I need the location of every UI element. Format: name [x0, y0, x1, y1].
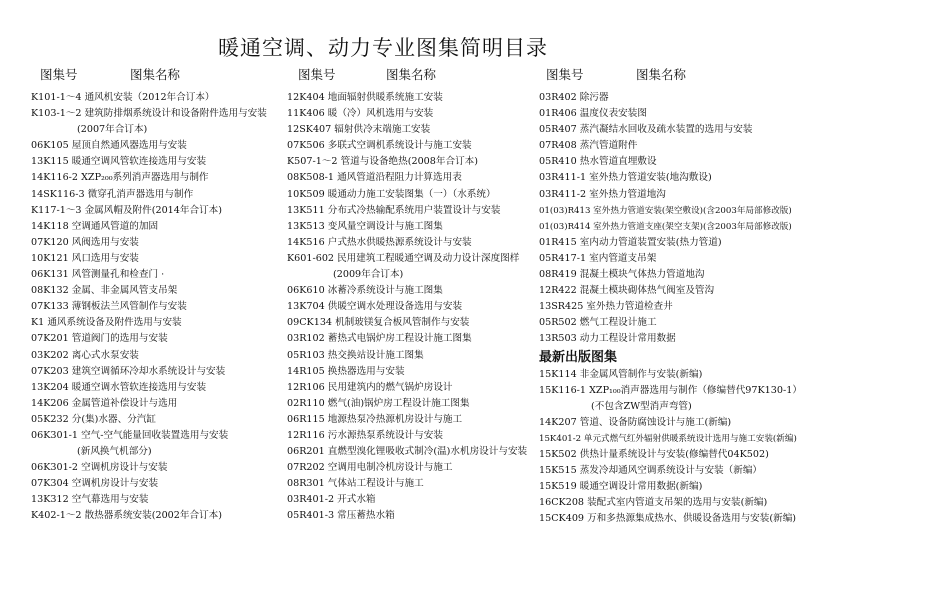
catalog-entry: 14K116-2 XZP₂₀₀系列消声器选用与制作 — [31, 172, 209, 184]
catalog-entry: 12K404 地面辐射供暖系统施工安装 — [287, 92, 443, 103]
catalog-entry: 07K133 薄钢板法兰风管制作与安装 — [31, 301, 187, 313]
catalog-entry: 12R422 混凝土模块砌体热气阀室及管沟 — [539, 285, 715, 297]
catalog-entry: 08R419 混凝土模块气体热力管道地沟 — [539, 269, 705, 281]
catalog-entry: 07K120 风阀选用与安装 — [31, 236, 139, 248]
catalog-entry: K402-1～2 散热器系统安装(2002年合订本) — [31, 510, 223, 522]
catalog-column-2 — [287, 90, 527, 525]
catalog-entry: 06K610 冰蓄冷系统设计与施工图集 — [287, 285, 443, 297]
catalog-entry: 14K206 金属管道补偿设计与选用 — [31, 397, 178, 409]
catalog-entry: K117-1～3 金属风帽及附件(2014年合订本) — [31, 204, 223, 216]
catalog-entry: 13R503 动力工程设计常用数据 — [539, 333, 676, 345]
catalog-entry: K103-1～2 建筑防排烟系统设计和设备附件选用与安装 — [31, 108, 267, 120]
catalog-column-1 — [31, 90, 267, 525]
catalog-entry: K507-1～2 管道与设备绝热(2008年合订本) — [287, 156, 479, 168]
catalog-entry: 07K304 空调机房设计与安装 — [31, 478, 159, 490]
catalog-entry: 03R401-2 开式水箱 — [287, 494, 376, 506]
catalog-entry: 01(03)R414 室外热力管道支座(架空支架)(含2003年局部修改版) — [539, 221, 792, 232]
catalog-entry: 15K114 非金属风管制作与安装(新编) — [539, 368, 703, 380]
page-title: 暖通空调、动力专业图集简明目录 — [218, 36, 548, 60]
catalog-entry: 07R408 蒸汽管道附件 — [539, 140, 638, 152]
catalog-entry: 14SK116-3 微穿孔消声器选用与制作 — [31, 188, 194, 200]
catalog-entry: 02R110 燃气(油)锅炉房工程设计施工图集 — [287, 397, 470, 409]
catalog-entry: 15K519 暖通空调设计常用数据(新编) — [539, 481, 703, 493]
catalog-entry: 12R116 污水源热泵系统设计与安装 — [287, 429, 443, 441]
header-name: 图集名称 — [130, 67, 181, 82]
catalog-entry: (2007年合订本) — [77, 124, 148, 136]
catalog-entry: 15K401-2 单元式燃气红外辐射供暖系统设计选用与施工安装(新编) — [539, 433, 797, 444]
catalog-entry: 08K132 金属、非金属风管支吊架 — [31, 285, 178, 297]
catalog-entry: 06R201 直燃型溴化锂吸收式制冷(温)水机房设计与安装 — [287, 446, 528, 458]
header-name: 图集名称 — [386, 67, 437, 82]
catalog-entry: 03K202 离心式水泵安装 — [31, 349, 139, 361]
catalog-entry: (新风换气机部分) — [77, 446, 152, 458]
catalog-entry: 07K203 建筑空调循环冷却水系统设计与安装 — [31, 365, 226, 377]
catalog-entry: 11K406 暖（冷）风机选用与安装 — [287, 108, 434, 120]
catalog-entry: 07K506 多联式空调机系统设计与施工安装 — [287, 140, 472, 152]
catalog-entry: (2009年合订本) — [333, 269, 404, 281]
catalog-entry: 07R202 空调用电制冷机房设计与施工 — [287, 462, 453, 474]
catalog-entry: K101-1～4 通风机安装（2012年合订本） — [31, 92, 215, 103]
catalog-entry: K601-602 民用建筑工程暖通空调及动力设计深度图样 — [287, 252, 520, 264]
catalog-entry: 05R407 蒸汽凝结水回收及疏水装置的选用与安装 — [539, 124, 753, 136]
header-name: 图集名称 — [636, 67, 687, 82]
catalog-entry: 03R102 蓄热式电锅炉房工程设计施工图集 — [287, 333, 472, 345]
catalog-entry: 14K516 户式热水供暖热源系统设计与安装 — [287, 236, 472, 248]
catalog-entry: 13K204 暖通空调水管软连接选用与安装 — [31, 381, 207, 393]
header-code: 图集号 — [40, 67, 78, 82]
catalog-entry: 13K511 分布式冷热输配系统用户装置设计与安装 — [287, 204, 501, 216]
catalog-entry: 03R411-1 室外热力管道安装(地沟敷设) — [539, 172, 712, 184]
catalog-entry: 07K201 管道阀门的选用与安装 — [31, 333, 168, 345]
catalog-entry: 13K312 空气幕选用与安装 — [31, 494, 149, 506]
catalog-entry: 05R401-3 常压蓄热水箱 — [287, 510, 395, 522]
catalog-column-3 — [539, 90, 802, 527]
catalog-entry: 13K704 供暖空调水处理设备选用与安装 — [287, 301, 463, 313]
catalog-entry: 05R417-1 室内管道支吊架 — [539, 252, 657, 264]
catalog-entry: 05R502 燃气工程设计施工 — [539, 317, 657, 329]
catalog-entry: 10K121 风口选用与安装 — [31, 252, 139, 264]
section-title-new-publications: 最新出版图集 — [539, 349, 618, 365]
header-code: 图集号 — [298, 67, 336, 82]
catalog-entry: 10K509 暖通动力施工安装图集（一）（水系统） — [287, 188, 496, 200]
catalog-entry: 06K301-1 空气-空气能量回收装置选用与安装 — [31, 429, 229, 441]
catalog-entry: 08K508-1 通风管道沿程阻力计算选用表 — [287, 172, 462, 184]
catalog-entry: 08R301 气体站工程设计与施工 — [287, 478, 424, 490]
catalog-entry: 13K513 变风量空调设计与施工图集 — [287, 220, 443, 232]
catalog-entry: 05K232 分(集)水器、分汽缸 — [31, 413, 156, 425]
catalog-entry: 09CK134 机制玻镁复合板风管制作与安装 — [287, 317, 470, 329]
catalog-entry: 06K105 屋顶自然通风器选用与安装 — [31, 140, 187, 152]
catalog-entry: 12R106 民用建筑内的燃气锅炉房设计 — [287, 381, 453, 393]
catalog-entry: 03R402 除污器 — [539, 92, 609, 103]
catalog-entry: 01R415 室内动力管道装置安装(热力管道) — [539, 236, 722, 248]
catalog-entry: 14K118 空调通风管道的加固 — [31, 220, 159, 232]
catalog-entry: 15CK409 万和多热源集成热水、供暖设备选用与安装(新编) — [539, 513, 797, 525]
catalog-entry: (不包含ZW型消声弯管) — [591, 400, 692, 412]
catalog-entry: 01(03)R413 室外热力管道安装(架空敷设)(含2003年局部修改版) — [539, 205, 792, 216]
catalog-entry: 05R410 热水管道直埋敷设 — [539, 156, 657, 168]
catalog-entry: 16CK208 装配式室内管道支吊架的选用与安装(新编) — [539, 497, 768, 509]
catalog-entry: 13SR425 室外热力管道检查井 — [539, 301, 673, 313]
catalog-entry: 14R105 换热器选用与安装 — [287, 365, 405, 377]
catalog-entry: 03R411-2 室外热力管道地沟 — [539, 188, 666, 200]
catalog-entry: 06R115 地源热泵冷热源机房设计与施工 — [287, 413, 463, 425]
catalog-entry: 06K301-2 空调机房设计与安装 — [31, 462, 168, 474]
catalog-entry: 12SK407 辐射供冷末端施工安装 — [287, 124, 431, 136]
catalog-entry: K1 通风系统设备及附件选用与安装 — [31, 317, 182, 329]
catalog-entry: 06K131 风管测量孔和检查门 · — [31, 269, 165, 281]
catalog-entry: 14K207 管道、设备防腐蚀设计与施工(新编) — [539, 416, 732, 428]
header-code: 图集号 — [546, 67, 584, 82]
catalog-entry: 15K116-1 XZP₁₀₀消声器选用与制作（修编替代97K130-1） — [539, 384, 802, 396]
catalog-entry: 15K515 蒸发冷却通风空调系统设计与安装（新编） — [539, 465, 763, 477]
catalog-entry: 13K115 暖通空调风管软连接选用与安装 — [31, 156, 207, 168]
catalog-entry: 15K502 供热计量系统设计与安装(修编替代04K502) — [539, 448, 769, 460]
catalog-entry: 05R103 热交换站设计施工图集 — [287, 349, 424, 361]
catalog-entry: 01R406 温度仪表安装图 — [539, 108, 647, 120]
